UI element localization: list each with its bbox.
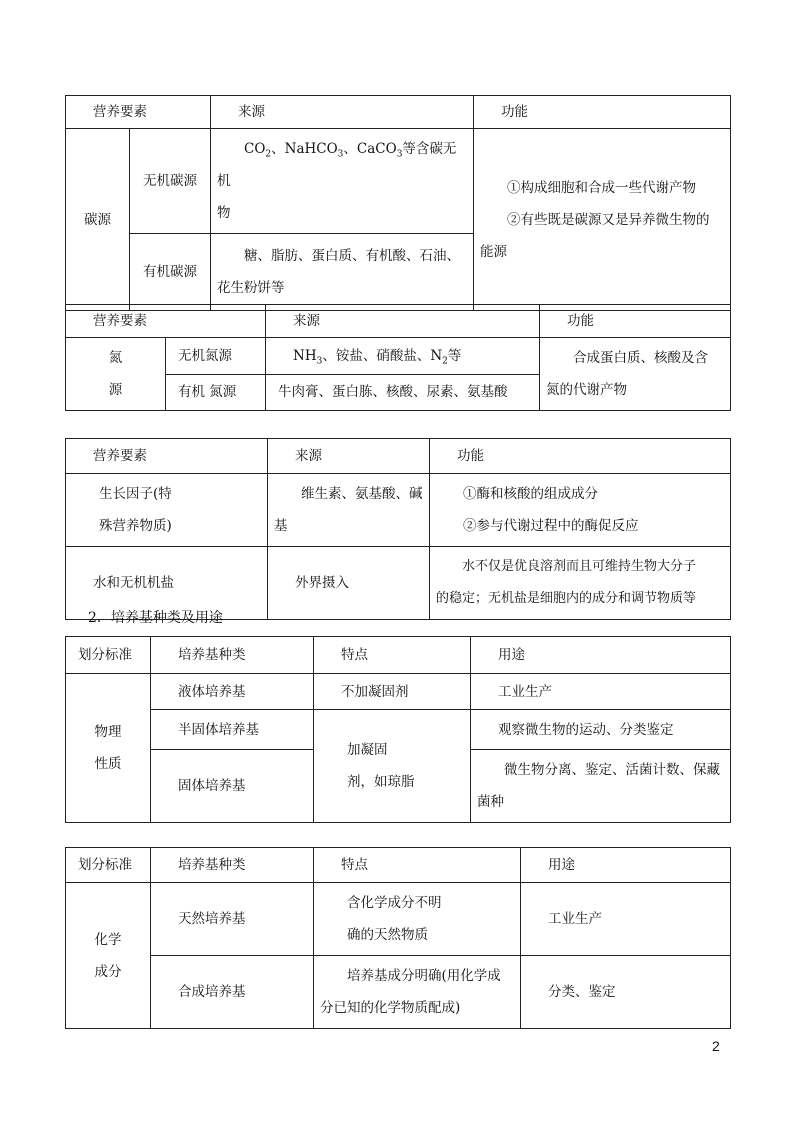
source-inorganic-carbon: $CO_2$、NaHCO$_3$、CaCO$_3$等含碳无机 物 [211, 129, 474, 234]
type-synthetic: 合成培养基 [151, 956, 314, 1029]
header-use: 用途 [471, 637, 731, 674]
header-feature: 特点 [314, 848, 521, 883]
type-semisolid: 半固体培养基 [151, 710, 314, 750]
use-semisolid: 观察微生物的运动、分类鉴定 [471, 710, 731, 750]
feature-natural: 含化学成分不明 确的天然物质 [314, 883, 521, 956]
criterion-physical: 物理 性质 [66, 674, 151, 823]
type-organic-nitrogen: 有机 氮源 [166, 374, 266, 411]
type-solid: 固体培养基 [151, 750, 314, 823]
header-criterion: 划分标准 [66, 637, 151, 674]
factor-water-salt: 水和无机机盐 [66, 547, 268, 620]
header-source: 来源 [266, 305, 540, 338]
header-factor: 营养要素 [66, 305, 266, 338]
header-function: 功能 [540, 305, 731, 338]
feature-semisolid-solid: 加凝固 剂，如琼脂 [314, 710, 471, 823]
category-nitrogen: 氮 源 [66, 338, 166, 411]
header-function: 功能 [474, 96, 731, 129]
function-water-salt: 水不仅是优良溶剂而且可维持生物大分子 的稳定；无机盐是细胞内的成分和调节物质等 [430, 547, 731, 620]
use-natural: 工业生产 [521, 883, 731, 956]
header-source: 来源 [268, 439, 430, 474]
source-organic-nitrogen: 牛肉膏、蛋白胨、核酸、尿素、氨基酸 [266, 374, 540, 411]
function-nitrogen: 合成蛋白质、核酸及含 氮的代谢产物 [540, 338, 731, 411]
type-organic-carbon: 有机碳源 [130, 234, 211, 311]
source-organic-carbon: 糖、脂肪、蛋白质、有机酸、石油、 花生粉饼等 [211, 234, 474, 311]
source-inorganic-nitrogen: $NH_3$、铵盐、硝酸盐、$N_2$等 [266, 338, 540, 375]
type-inorganic-carbon: 无机碳源 [130, 129, 211, 234]
page-number: 2 [712, 1038, 720, 1054]
section-title: 2．培养基种类及用途 [88, 610, 223, 626]
header-type: 培养基种类 [151, 637, 314, 674]
header-factor: 营养要素 [66, 439, 268, 474]
source-growth: 维生素、氨基酸、碱 基 [268, 474, 430, 547]
type-natural: 天然培养基 [151, 883, 314, 956]
chemical-medium-table [65, 847, 731, 1029]
growth-factor-table [65, 438, 731, 620]
header-use: 用途 [521, 848, 731, 883]
feature-liquid: 不加凝固剂 [314, 674, 471, 710]
nitrogen-source-table [65, 304, 731, 411]
factor-growth: 生长因子(特 殊营养物质) [66, 474, 268, 547]
feature-synthetic: 培养基成分明确(用化学成 分已知的化学物质配成) [314, 956, 521, 1029]
source-water-salt: 外界摄入 [268, 547, 430, 620]
physical-medium-table [65, 636, 731, 823]
header-criterion: 划分标准 [66, 848, 151, 883]
use-solid: 微生物分离、鉴定、活菌计数、保藏 菌种 [471, 750, 731, 823]
criterion-chemical: 化学 成分 [66, 883, 151, 1029]
category-carbon: 碳源 [66, 129, 130, 311]
use-liquid: 工业生产 [471, 674, 731, 710]
use-synthetic: 分类、鉴定 [521, 956, 731, 1029]
function-carbon: ①构成细胞和合成一些代谢产物 ②有些既是碳源又是异养微生物的 能源 [474, 129, 731, 311]
header-factor: 营养要素 [66, 96, 211, 129]
type-liquid: 液体培养基 [151, 674, 314, 710]
header-type: 培养基种类 [151, 848, 314, 883]
header-function: 功能 [430, 439, 731, 474]
carbon-source-table [65, 95, 731, 311]
type-inorganic-nitrogen: 无机氮源 [166, 338, 266, 375]
header-source: 来源 [211, 96, 474, 129]
header-feature: 特点 [314, 637, 471, 674]
function-growth: ①酶和核酸的组成成分 ②参与代谢过程中的酶促反应 [430, 474, 731, 547]
